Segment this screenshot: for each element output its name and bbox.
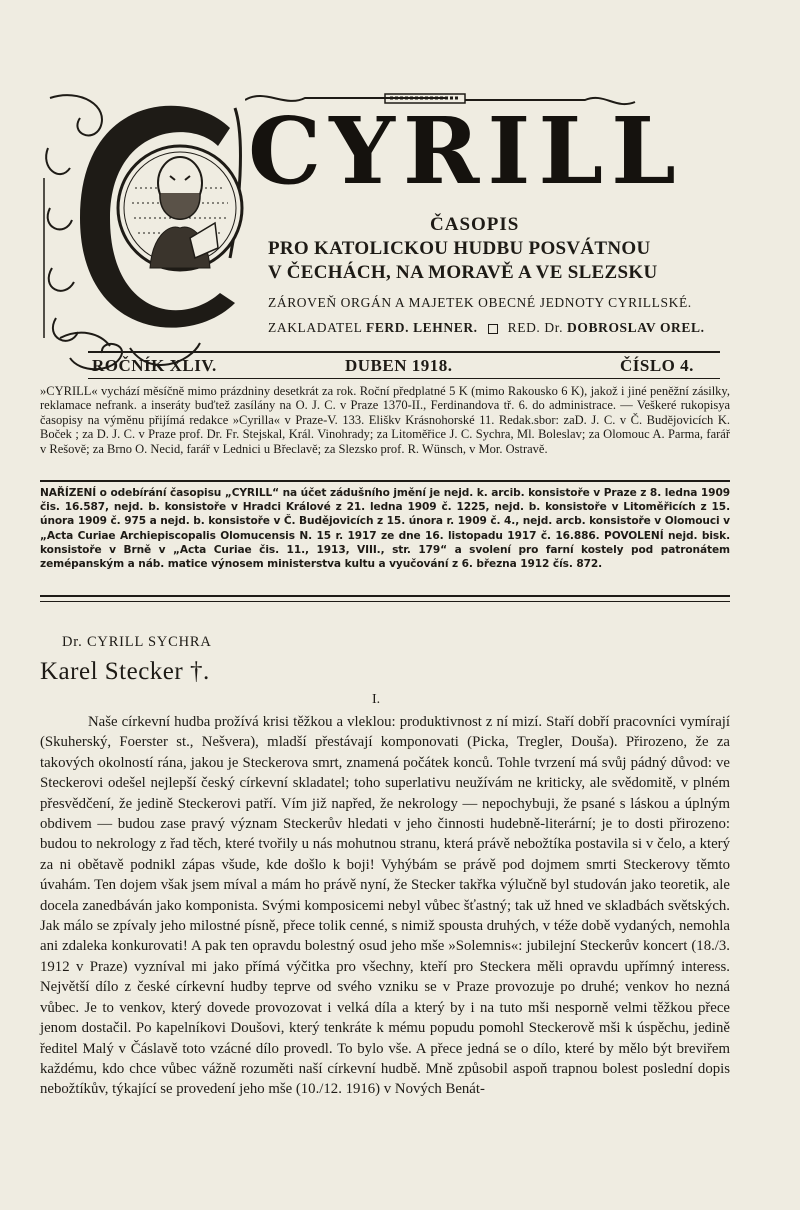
subtitle-regions: V ČECHÁCH, NA MORAVĚ A VE SLEZSKU [268,262,658,283]
issue-month: DUBEN 1918. [345,356,453,375]
editor-name: DOBROSLAV OREL. [567,320,705,335]
square-separator-icon [488,324,498,334]
article-body [40,712,730,1100]
article-byline: Dr. CYRILL SYCHRA [62,634,212,650]
article-title: Karel Stecker †. [40,658,210,685]
editor-label: RED. Dr. [507,320,564,335]
issue-rule-bottom [88,378,720,379]
notice-rule-bottom-1 [40,595,730,597]
section-number: I. [372,692,381,707]
issue-volume: ROČNÍK XLIV. [92,356,217,375]
cyrill-portrait-emblem [40,88,250,378]
subtitle-organ: ZÁROVEŇ ORGÁN A MAJETEK OBECNÉ JEDNOTY CYRILLSKÉ. [268,295,692,310]
founder-name: FERD. LEHNER. [365,320,478,335]
journal-title: CYRILL [248,97,684,205]
notice-rule-bottom-2 [40,601,730,602]
official-notice: NAŘÍZENÍ o odebírání časopisu „CYRILL“ na účet zádušního jmění je nejd. k. arcib. konsistoře v Praze z 8. ledna 1909 čis. 16.587, nejd. b. konsistoře v Hradci Králové z 21. ledna 1909 č. 1225, nejd. b. konsistoře v Litoměřicích z 15. února 1909 č. 975 a nejd. b. konsistoře v Č. Budějovicích z 15. února r. 1909 č. 4., nejd. arcb. konsistoře v Olomouci v „Acta Curiae Archiepiscopalis Olomucensis N. 15 r. 1917 ze dne 16. listopadu 1917 č. 16.886. POVOLENÍ nejd. bisk. konsistoře v Brně v „Acta Curiae čis. 11., 1913, VIII., str. 179“ a svolení pro farní kostely pod patronátem zemépanským a náb. matice výnosem ministerstva kultu a vyučování z 6. března 1912 čís. 872. [40,487,730,571]
founder-editor-line [268,320,705,336]
subtitle-casopis: ČASOPIS [430,214,520,235]
issue-number: ČÍSLO 4. [620,356,694,375]
founder-label: ZAKLADATEL [268,320,362,335]
issue-rule-top [88,351,720,353]
notice-rule-top [40,480,730,482]
article-paragraph: Naše církevní hudba prožívá krisi těžkou a vleklou: produktivnost z ní mizí. Staří dobří pracovníci vymírají (Skuherský, Foerster st., Nešvera), mladší přestávají komponovati (Picka, Tregler, Douša). Přirozeno, že za takových okolností rána, jakou je Steckerova smrt, znamená počátek konců. Tohle tvrzení má svůj pádný důvod: ve Steckerovi odešel nejlepší český církevní skladatel; toho superlativu neužívám ne kriticky, ale svědomitě, v plném přesvědčení, že jedině Steckerovi patří. Vím již napřed, že nekrology — nepochybuji, že psané s láskou a úplným obdivem — budou zase pravý význam Steckerův hledati v jeho činnosti hudebně-literární; je to dosti přirozeno: budou to nekrology z řad těch, které tvořily u nás mohutnou stranu, která právě nebožtíka postavila si v čelo, a který za ni obětavě podnikl zápas všude, kde došlo k boji! Vyhýbám se právě pod dojmem smrti Steckerovy těmto úvahám. Ten dojem však jsem míval a mám ho právě nyní, že Stecker takřka výlučně byl studován jako teoretik, ale docela zanedbáván jako komponista. Svými komposicemi nebyl vůbec šťastný; tak už hned ve skladbách světských. Jak málo se zpívaly jeho milostné písně, přece tolik cenné, s nimiž spousta druhých, v téže době vydaných, nemohla ani zdaleka konkurovati! A pak ten opravdu bolestný osud jeho mše »Solemnis«: jubilejní Steckerův koncert (18./3. 1912 v Praze) vyzníval mi jako přímá výčitka pro všechny, kteří pro Steckera měli opravdu upřímný interess. Největší dílo z české církevní hudby teprve od svého vzniku se v Praze provozuje po druhé; venkov ho nezná vůbec. Je to venkov, který dovede provozovat i velká díla a který by i na tuto mši nesporně velmi těžkou přece jenom dostačil. Po kapelníkovi Doušovi, který tenkráte k mému popudu pomohl Steckerově mši k úspěchu, jedině ředitel Malý v Čáslavě toto vzácné dílo provedl. To bylo vše. A přece jedná se o dílo, které by mělo být breviřem každému, kdo chce vůbec vážně rozuměti naší církevní hudbě. Mně způsobil aspoň trapnou bolest poslední dopis nebožtíkův, týkající se provedení jeho mše (10./12. 1916) v Nových Benát- [40,714,730,1098]
subscription-info: »CYRILL« vychází měsíčně mimo prázdniny desetkrát za rok. Roční předplatné 5 K (mimo Rakousko 6 K), jakož i jiné peněžní zásilky, reklamace nefrank. a inseráty buďtež zasílány na O. J. C. v Praze 1370-II., Ferdinandova tř. 6. do administrace. — Veškeré rukopisya časopisy na výměnu přijímá redakce »Cyrilla« v Praze-V. 133. Eliškv Krásnohorské 11. Redak.sbor: zaD. J. C. v Č. Budějovicích K. Boček ; za D. J. C. v Praze prof. Dr. Fr. Stejskal, Král. Vinohrady; za Litoměřice J. C. Sychra, Ml. Boleslav; za Olomouc A. Parma, farář v Rešově; za Brno O. Necid, farář v Lednici u Břeclavě; za Slezsko prof. R. Wünsch, v Mor. Ostravě. [40,384,730,456]
subtitle-purpose: PRO KATOLICKOU HUDBU POSVÁTNOU [268,238,651,259]
